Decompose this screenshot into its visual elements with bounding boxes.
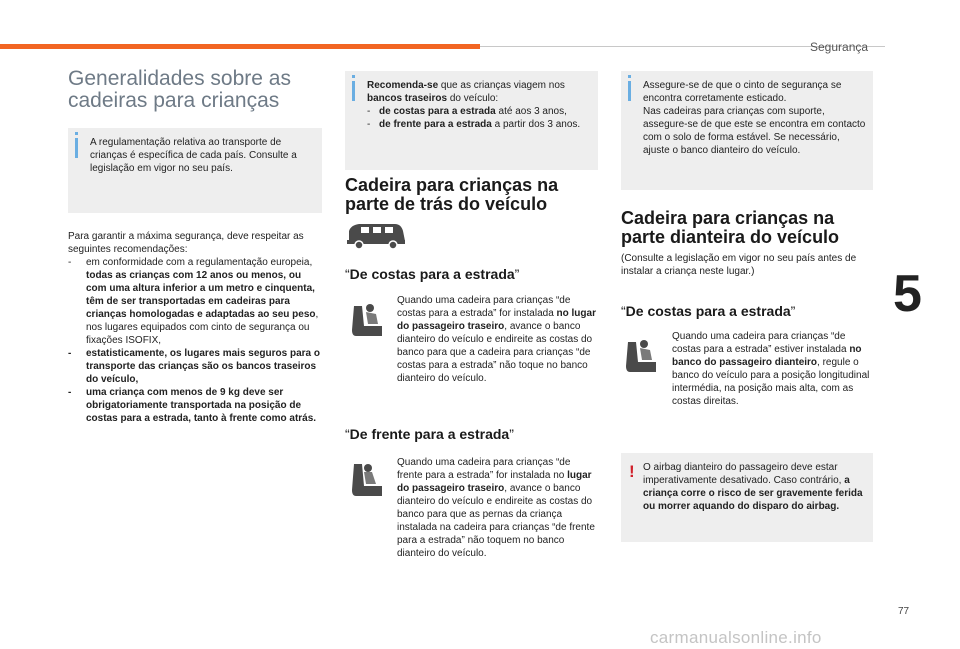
recommendations bbox=[68, 230, 324, 425]
page-number: 77 bbox=[898, 606, 910, 617]
subheading-front-rear-facing: “De costas para a estrada” bbox=[621, 303, 796, 319]
info-text: Recomenda-se que as crianças viagem nos bancos traseiros do veículo: - de costas para a estrada até aos 3 anos, - de frente para a estrada a partir dos 3 anos. bbox=[367, 79, 595, 131]
heading-rear-seat: Cadeira para crianças na parte de trás do veículo bbox=[345, 175, 559, 214]
child-seat-icon bbox=[348, 300, 386, 340]
section-title: Segurança bbox=[810, 40, 869, 54]
intro-text: Para garantir a máxima segurança, deve respeitar as seguintes recomendações: bbox=[68, 231, 304, 255]
consult-text: (Consulte a legislação em vigor no seu país antes de instalar a criança neste lugar.) bbox=[621, 253, 857, 277]
child-seat-icon bbox=[348, 460, 386, 500]
warning-text: O airbag dianteiro do passageiro deve estar imperativamente desativado. Caso contrário, a criança corre o risco de ser gravemente ferida ou morrer aquando do disparo do airbag. bbox=[643, 462, 863, 512]
info-box-belt bbox=[621, 71, 873, 190]
list-item: - estatisticamente, os lugares mais seguros para o transporte das crianças são os bancos traseiros do veículo, bbox=[68, 347, 324, 386]
watermark: carmanualsonline.info bbox=[650, 628, 822, 647]
list-item: - de frente para a estrada a partir dos 3 anos. bbox=[367, 118, 595, 131]
heading-front-seat: Cadeira para crianças na parte dianteira do veículo bbox=[621, 208, 840, 247]
info-text: A regulamentação relativa ao transporte de crianças é específica de cada país. Consulte a legislação em vigor no seu país. bbox=[90, 137, 297, 174]
list-item: - uma criança com menos de 9 kg deve ser obrigatoriamente transportada na posição de costas para a estrada, tanto à frente como atrás. bbox=[68, 386, 324, 425]
warning-box-airbag bbox=[621, 453, 873, 542]
child-seat-icon bbox=[622, 336, 660, 376]
warning-icon: ! bbox=[629, 462, 635, 481]
info-text: Assegure-se de que o cinto de segurança se encontra corretamente esticado. Nas cadeiras para crianças com suporte, assegure-se de que este se encontra em contacto com o solo de forma estável. Se necessário, ajuste o banco dianteiro do veículo. bbox=[643, 80, 866, 156]
chapter-number: 5 bbox=[893, 265, 922, 323]
forward-facing-text: Quando uma cadeira para crianças “de frente para a estrada” for instalada no lugar do passageiro traseiro, avance o banco dianteiro do veículo e endireite as costas do banco para que as pernas da criança instalada na cadeira para crianças “de frente para a estrada” não toquem no banco dianteiro do veículo. bbox=[397, 457, 595, 559]
front-rear-facing-text: Quando uma cadeira para crianças “de costas para a estrada” estiver instalada no banco do passageiro dianteiro, regule o banco do veículo para a posição longitudinal intermédia, na posição mais alta, com as costas direitas. bbox=[672, 331, 870, 407]
subheading-rear-facing: “De costas para a estrada” bbox=[345, 266, 520, 282]
header-accent-bar bbox=[0, 44, 480, 49]
info-box-recommendation bbox=[345, 71, 598, 170]
page-title: Generalidades sobre as cadeiras para crianças bbox=[68, 67, 291, 112]
info-icon bbox=[75, 138, 78, 158]
list-item: - de costas para a estrada até aos 3 anos, bbox=[367, 105, 595, 118]
rear-facing-text: Quando uma cadeira para crianças “de costas para a estrada” for instalada no lugar do passageiro traseiro, avance o banco dianteiro do veículo e endireite as costas do banco para que a cadeira para crianças “de costas para a estrada” não toque no banco dianteiro do veículo. bbox=[397, 295, 596, 384]
info-icon bbox=[628, 81, 631, 101]
list-item: - em conformidade com a regulamentação europeia, todas as crianças com 12 anos ou menos, ou com uma altura inferior a um metro e cinquenta, têm de ser transportadas em cadeiras para crianças homologadas e adaptadas ao seu peso, nos lugares equipados com cinto de segurança ou fixações ISOFIX, bbox=[68, 256, 324, 347]
subheading-forward-facing: “De frente para a estrada” bbox=[345, 426, 514, 442]
van-icon bbox=[345, 221, 407, 251]
info-icon bbox=[352, 81, 355, 101]
info-box-regulation bbox=[68, 128, 322, 213]
